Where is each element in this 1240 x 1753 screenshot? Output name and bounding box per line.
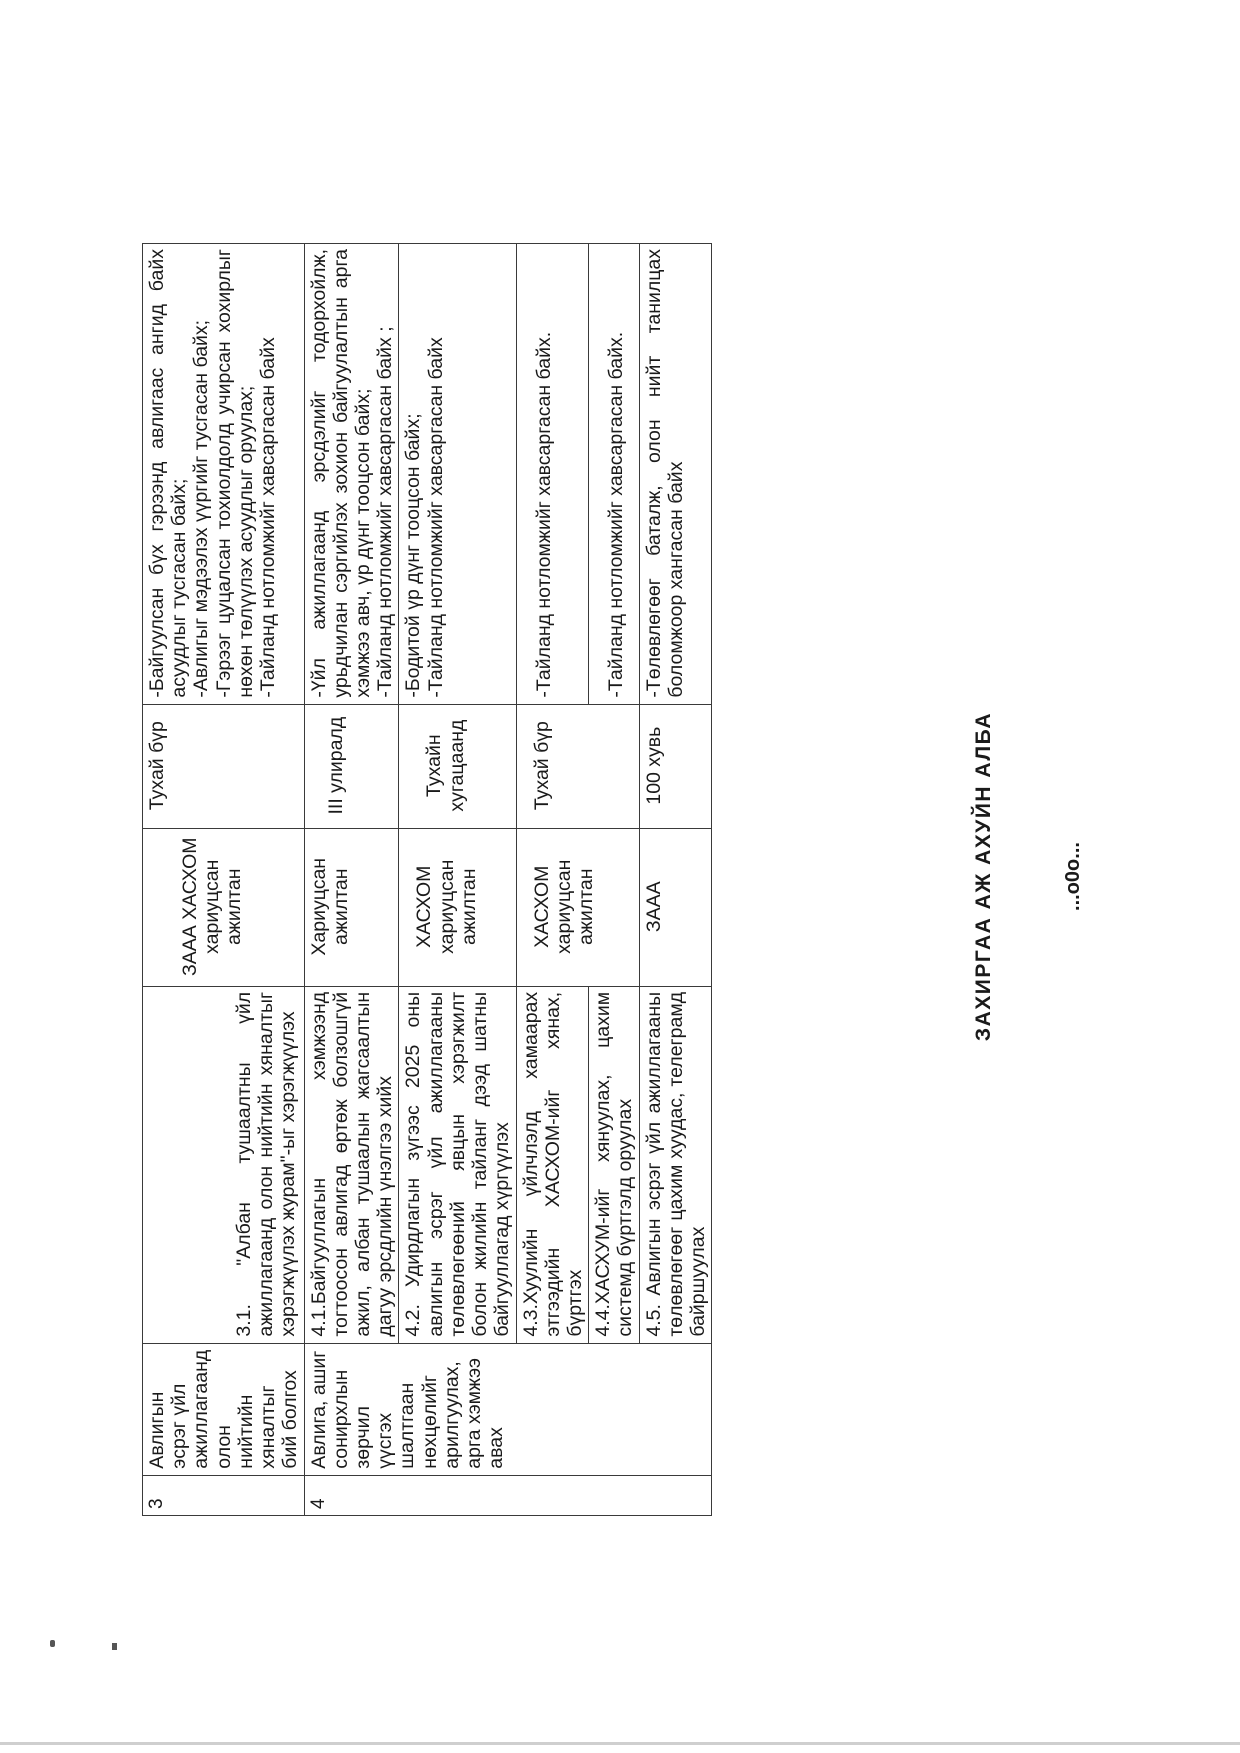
criteria-item: -Авлигыг мэдээлэх үүргийг тусгасан байх; bbox=[190, 319, 213, 698]
criteria-item: -Тайланд нотломжийг хавсаргасан байх bbox=[257, 337, 280, 698]
criteria-cell bbox=[143, 244, 305, 705]
criteria-item: -Төлөвлөгөөг баталж, олон нийт танилцах боломжоор хангасан байх bbox=[642, 249, 687, 698]
row-number: 4 bbox=[304, 1475, 712, 1515]
responsible-cell bbox=[516, 828, 639, 986]
end-mark: ...o0o... bbox=[1062, 842, 1084, 911]
criteria-item: -Тайланд нотломжийг хавсаргасан байх. bbox=[532, 331, 555, 698]
goal-cell: Авлигын эсрэг үйл ажиллагаанд олон нийтийн хяналтыг бий болгох bbox=[143, 1343, 305, 1475]
indicator-cell bbox=[399, 704, 516, 828]
criteria-item: -Байгуулсан бүх гэрээнд авлигаас ангид байх асуудлыг тусгасан байх; bbox=[146, 249, 191, 698]
activity-text: 3.1. "Албан тушаалтны үйл ажиллагаанд олон нийтийн хяналтыг хэрэгжүүлэх журам"-ыг хэрэгжүүлэх bbox=[233, 991, 300, 1337]
scan-speck bbox=[50, 1640, 55, 1647]
criteria-cell bbox=[516, 244, 589, 705]
row-number: 3 bbox=[143, 1475, 305, 1515]
table-row bbox=[304, 244, 399, 1516]
activity-cell: 4.3.Хуулийн үйлчлэлд хамаарах этгээдийн ХАСХОМ-ийг хянах, бүртгэх bbox=[516, 986, 589, 1343]
responsible-text: ХАСХОМ хариуцсан ажилтан bbox=[530, 859, 597, 954]
responsible-text: ЗААА ХАСХОМ хариуцсан ажилтан bbox=[179, 837, 246, 977]
indicator-cell bbox=[304, 704, 399, 828]
activity-cell: 4.4.ХАСХУМ-ийг хянуулах, цахим системд бүртгэлд оруулах bbox=[589, 986, 639, 1343]
table-row bbox=[516, 244, 589, 1516]
criteria-cell bbox=[304, 244, 399, 705]
department-signature: ЗАХИРГАА АЖ АХУЙН АЛБА bbox=[972, 711, 995, 1042]
responsible-cell: Хариуцсан ажилтан bbox=[304, 828, 399, 986]
responsible-cell: ЗААА bbox=[639, 828, 712, 986]
criteria-item: -Үйл ажиллагаанд эрсдэлийг тодорхойлж, урьдчилан сэргийлэх зохион байгуулалтын арга хэмжээ авч, үр дүнг тооцсон байх; bbox=[307, 249, 374, 698]
goal-cell: Авлига, ашиг сонирхлын зөрчил үүсгэх шалтгаан нөхцөлийг арилгуулах, арга хэмжээ авах bbox=[304, 1343, 712, 1475]
activity-cell: 4.5. Авлигын эсрэг үйл ажиллагааны төлөвлөгөөг цахим хуудас, телеграмд байршуулах bbox=[639, 986, 712, 1343]
indicator-cell bbox=[516, 704, 639, 828]
criteria-item: -Тайланд нотломжийг хавсаргасан байх ; bbox=[374, 326, 397, 698]
indicator-text: III улиралд bbox=[324, 716, 347, 815]
criteria-item: -Бодитой үр дүнг тооцсон байх; bbox=[402, 413, 425, 698]
criteria-cell bbox=[639, 244, 712, 705]
indicator-cell: Тухай бүр bbox=[143, 704, 305, 828]
indicator-text: Тухай бүр bbox=[530, 721, 553, 811]
table-row bbox=[399, 244, 516, 1516]
criteria-cell bbox=[399, 244, 516, 705]
responsible-cell bbox=[143, 828, 305, 986]
scan-speck bbox=[112, 1643, 117, 1650]
criteria-cell bbox=[589, 244, 639, 705]
criteria-item: -Тайланд нотломжийг хавсаргасан байх bbox=[424, 337, 447, 698]
table-row bbox=[143, 244, 305, 1516]
action-plan-table bbox=[142, 243, 712, 1516]
criteria-item: -Тайланд нотломжийг хавсаргасан байх. bbox=[605, 331, 628, 698]
responsible-text: ХАСХОМ хариуцсан ажилтан bbox=[413, 859, 480, 954]
page-edge bbox=[0, 1742, 1240, 1745]
indicator-text: Тухайн хугацаанд bbox=[423, 719, 468, 812]
indicator-cell: 100 хувь bbox=[639, 704, 712, 828]
table-row bbox=[639, 244, 712, 1516]
activity-cell: 4.2. Удирдлагын зүгээс 2025 оны авлигын эсрэг үйл ажиллагааны төлөвлөгөөний явцын хэрэгжилт болон жилийн тайланг дээд шатны байгууллагад хүргүүлэх bbox=[399, 986, 516, 1343]
responsible-cell bbox=[399, 828, 516, 986]
activity-cell: 4.1.Байгууллагын хэмжээнд тогтоосон авлигад өртөж болзошгүй ажил, албан тушаалын жагсаалтын дагуу эрсдлийн үнэлгээ хийх bbox=[304, 986, 399, 1343]
criteria-item: -Гэрээг цуцалсан тохиолдолд учирсан хохирлыг нөхөн төлүүлэх асуудлыг оруулах; bbox=[212, 249, 257, 698]
activity-cell bbox=[143, 986, 305, 1343]
